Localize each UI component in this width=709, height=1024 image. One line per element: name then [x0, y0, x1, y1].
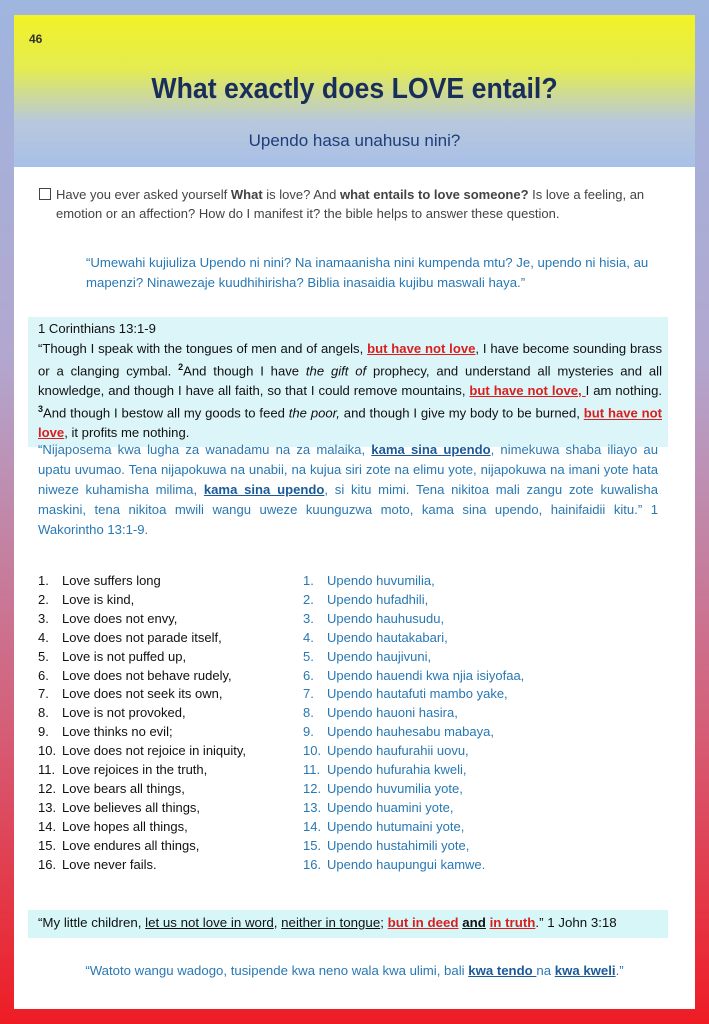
list-item: 9. Upendo hauhesabu mabaya, [303, 724, 494, 740]
list-item: 8. Love is not provoked, [38, 705, 186, 721]
list-item: 8. Upendo hauoni hasira, [303, 705, 458, 721]
intro-question-text: Have you ever asked yourself What is love? And what entails to love someone? Is love a feeling, an emotion or an affection? How do I manifest it? the bible helps to answer these question. [56, 187, 645, 221]
list-item: 4. Upendo hautakabari, [303, 629, 448, 645]
upendo-attributes-list [303, 572, 524, 875]
list-item: 4. Love does not parade itself, [38, 629, 222, 645]
list-item: 12. Love bears all things, [38, 780, 185, 796]
list-item: 10. Love does not rejoice in iniquity, [38, 743, 247, 759]
list-item: 3. Upendo hauhusudu, [303, 610, 445, 626]
list-item: 12. Upendo huvumilia yote, [303, 780, 463, 796]
list-item: 6. Upendo hauendi kwa njia isiyofaa, [303, 667, 525, 683]
list-item: 11. Love rejoices in the truth, [38, 762, 208, 778]
list-item: 15. Love endures all things, [38, 837, 200, 853]
list-item: 7. Upendo hautafuti mambo yake, [303, 686, 508, 702]
love-attributes-list [38, 572, 246, 875]
list-item: 13. Love believes all things, [38, 799, 201, 815]
page [14, 15, 695, 1009]
intro-question [39, 185, 659, 223]
intro-question-swahili: “Umewahi kujiuliza Upendo ni nini? Na inamaanisha nini kumpenda mtu? Je, upendo ni hisia, au mapenzi? Ninawezaje kuudhihirisha? Biblia inasaidia kujibu maswali haya.” [86, 255, 649, 290]
checkbox-bullet-icon [39, 188, 51, 200]
list-item: 5. Upendo haujivuni, [303, 648, 432, 664]
list-item: 1. Upendo huvumilia, [303, 573, 435, 588]
list-item: 16. Upendo haupungui kamwe. [303, 856, 486, 872]
list-item: 14. Love hopes all things, [38, 818, 188, 834]
corinthians-reference: 1 Corinthians 13:1-9 [38, 321, 156, 336]
list-item: 16. Love never fails. [38, 856, 157, 872]
list-item: 15. Upendo hustahimili yote, [303, 837, 470, 853]
list-item: 7. Love does not seek its own, [38, 686, 223, 702]
header-banner [14, 15, 695, 167]
list-item: 3. Love does not envy, [38, 610, 178, 626]
list-item: 1. Love suffers long [38, 573, 161, 588]
corinthians-swahili: “Nijaposema kwa lugha za wanadamu na za malaika, kama sina upendo, nimekuwa shaba iliayo au upatu uvumao. Tena nijapokuwa na unabii, na kujua siri zote na elimu yote, nijapokuwa na imani yote hata niweze kuhamisha milima, kama sina upendo, si kitu mimi. Tena nikitoa mali zangu zote kuwalisha maskini, tena nikitoa mwili wangu uweze kuunguzwa moto, kama sina upendo, hainifaidii kitu.” 1 Wakorintho 13:1-9. [38, 442, 658, 537]
list-item: 2. Upendo hufadhili, [303, 591, 429, 607]
john-verse: “My little children, let us not love in word, neither in tongue; but in deed and in truth.” 1 John 3:18 [28, 910, 668, 938]
page-title: What exactly does LOVE entail? [151, 73, 558, 105]
page-number: 46 [29, 32, 43, 46]
list-item: 6. Love does not behave rudely, [38, 667, 232, 683]
john-verse-swahili: “Watoto wangu wadogo, tusipende kwa neno wala kwa ulimi, bali kwa tendo na kwa kweli.” [85, 963, 624, 978]
list-item: 5. Love is not puffed up, [38, 648, 187, 664]
list-item: 9. Love thinks no evil; [38, 724, 173, 740]
corinthians-passage [28, 317, 668, 447]
list-item: 13. Upendo huamini yote, [303, 799, 454, 815]
corinthians-text: “Though I speak with the tongues of men and of angels, but have not love, I have become sounding brass or a clanging cymbal. $^2$And though I have the gift of prophecy, and understand all mysteries and all knowledge, and though I have all faith, so that I could remove mountains, but have not love, I am nothing. $^3$And though I bestow all my goods to feed the poor, and though I give my body to be burned, but have not love, it profits me nothing. [38, 340, 663, 441]
list-item: 10. Upendo haufurahii uovu, [303, 743, 469, 759]
list-item: 2. Love is kind, [38, 591, 135, 607]
page-subtitle: Upendo hasa unahusu nini? [248, 131, 461, 150]
list-item: 14. Upendo hutumaini yote, [303, 818, 465, 834]
list-item: 11. Upendo hufurahia kweli, [303, 762, 467, 778]
